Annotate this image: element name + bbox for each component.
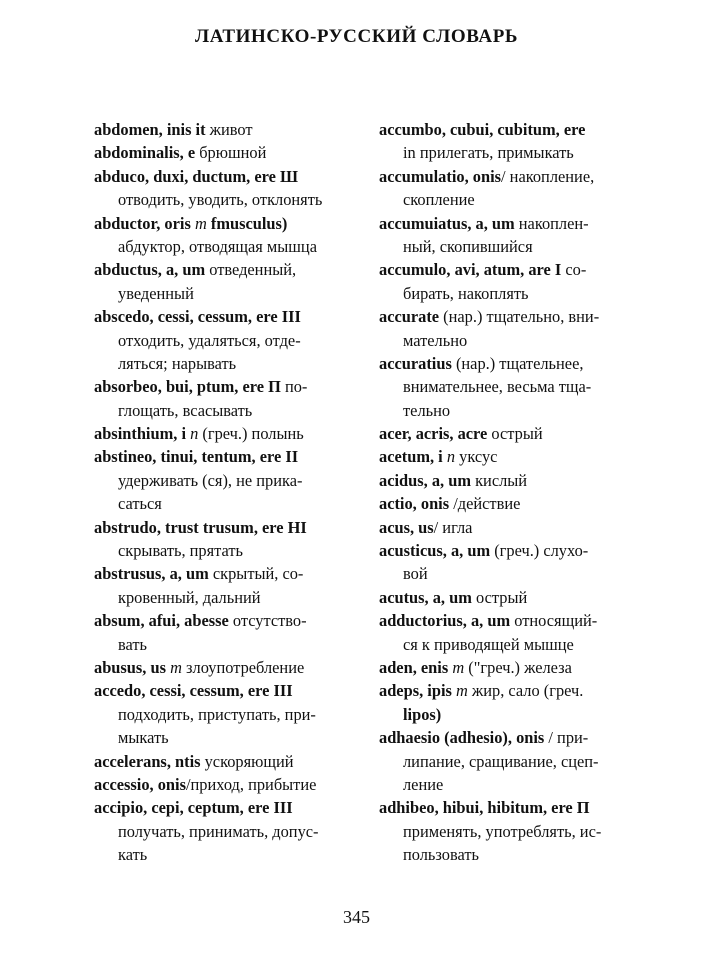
- entry-continuation-line: [94, 703, 368, 726]
- definition: липание, сращивание, сцеп-: [403, 751, 599, 771]
- entry-continuation-line: [379, 329, 637, 352]
- definition: уведенный: [118, 283, 194, 303]
- dictionary-entry: [379, 492, 637, 515]
- entry-continuation-line: [379, 750, 637, 773]
- definition: острый: [471, 587, 528, 607]
- definition: по-: [280, 377, 308, 397]
- entry-line: [94, 773, 368, 796]
- definition: /действие: [449, 494, 521, 514]
- definition: (нар.) тщательнее,: [451, 353, 584, 373]
- definition: бирать, накоплять: [403, 283, 529, 303]
- definition: брюшной: [195, 143, 267, 163]
- entry-line: [379, 656, 637, 679]
- headword: accurate: [379, 307, 440, 327]
- entry-line: [379, 165, 637, 188]
- definition: вой: [403, 564, 428, 584]
- definition: ся к приводящей мышце: [403, 634, 574, 654]
- definition: ускоряющий: [200, 751, 294, 771]
- headword: adhibeo, hibui, hibitum, ere П: [379, 798, 590, 818]
- entry-continuation-line: [379, 375, 637, 398]
- page-number: 345: [343, 907, 370, 927]
- definition: отведенный,: [205, 260, 297, 280]
- headword: actio, onis: [379, 494, 450, 514]
- entry-continuation-line: [379, 188, 637, 211]
- entry-continuation-line: [94, 399, 368, 422]
- definition: мыкать: [118, 728, 169, 748]
- gender-marker: n: [186, 424, 199, 444]
- definition: абдуктор, отводящая мышца: [118, 236, 317, 256]
- definition: мательно: [403, 330, 468, 350]
- definition: скопление: [403, 190, 475, 210]
- entry-line: [379, 469, 637, 492]
- definition: подходить, приступать, при-: [118, 704, 316, 724]
- headword: abductor, oris: [94, 213, 195, 233]
- dictionary-entry: [379, 305, 637, 352]
- definition: (греч.) слухо-: [490, 541, 589, 561]
- definition: применять, употреблять, ис-: [403, 821, 602, 841]
- entry-line: [379, 796, 637, 819]
- entry-continuation-line: [379, 843, 637, 866]
- definition: получать, принимать, допус-: [118, 821, 319, 841]
- headword: abdominalis, e: [94, 143, 196, 163]
- dictionary-entry: [94, 118, 368, 141]
- gender-marker: m: [448, 657, 465, 677]
- entry-continuation-line: [94, 726, 368, 749]
- definition: in прилегать, примыкать: [403, 143, 574, 163]
- headword: abduco, duxi, ductum, ere Ш: [94, 166, 298, 186]
- definition: /приход, прибытие: [185, 774, 317, 794]
- right-column: [379, 118, 637, 867]
- definition: острый: [487, 424, 543, 444]
- entry-continuation-line: [379, 633, 637, 656]
- dictionary-entry: [94, 750, 368, 773]
- entry-continuation-line: [94, 352, 368, 375]
- entry-line: [379, 445, 637, 468]
- headword: absorbeo, bui, ptum, ere П: [94, 377, 281, 397]
- definition: накоплен-: [514, 213, 589, 233]
- headword: accipio, cepi, ceptum, ere III: [94, 798, 293, 818]
- dictionary-entry: [379, 586, 637, 609]
- definition: относящий-: [510, 611, 598, 631]
- headword: acidus, a, um: [379, 470, 471, 490]
- headword: accumuiatus, a, um: [379, 213, 515, 233]
- dictionary-entry: [379, 118, 637, 165]
- entry-continuation-line: [94, 329, 368, 352]
- headword: acus, us: [379, 517, 434, 537]
- entry-line: [379, 212, 637, 235]
- dictionary-entry: [94, 165, 368, 212]
- entry-line: [379, 492, 637, 515]
- definition: внимательнее, весьма тща-: [403, 377, 592, 397]
- dictionary-entry: [94, 445, 368, 515]
- entry-line: [94, 562, 368, 585]
- dictionary-entry: [94, 305, 368, 375]
- headword: aden, enis: [379, 657, 449, 677]
- headword: acusticus, a, um: [379, 541, 491, 561]
- entry-continuation-line: [94, 282, 368, 305]
- dictionary-entry: [94, 141, 368, 164]
- entry-continuation-line: [379, 399, 637, 422]
- definition: удерживать (ся), не прика-: [118, 470, 303, 490]
- entry-continuation-line: [379, 703, 637, 726]
- entry-continuation-line: [379, 141, 637, 164]
- entry-line: [94, 609, 368, 632]
- headword: accessio, onis: [94, 774, 186, 794]
- headword: accumulatio, onis: [379, 166, 502, 186]
- entry-continuation-line: [94, 843, 368, 866]
- headword: accumbo, cubui, cubitum, ere: [379, 120, 586, 139]
- entry-continuation-line: [94, 820, 368, 843]
- entry-continuation-line: [94, 586, 368, 609]
- entry-line: [379, 305, 637, 328]
- dictionary-entry: [94, 422, 368, 445]
- entry-line: [379, 726, 637, 749]
- definition: отводить, уводить, отклонять: [118, 190, 323, 210]
- headword: acetum, i: [379, 447, 443, 467]
- entry-line: [94, 212, 368, 235]
- definition: жир, сало (греч.: [467, 681, 584, 701]
- dictionary-entry: [94, 609, 368, 656]
- entry-line: [379, 516, 637, 539]
- dictionary-entry: [379, 656, 637, 679]
- entry-continuation-line: [94, 188, 368, 211]
- headword-note: fmusculus): [206, 213, 288, 233]
- gender-marker: m: [451, 681, 468, 701]
- definition: со-: [561, 260, 587, 280]
- definition: живот: [205, 120, 253, 139]
- definition: (греч.) полынь: [198, 424, 304, 444]
- entry-line: [379, 586, 637, 609]
- dictionary-entry: [379, 796, 637, 866]
- entry-continuation-line: [379, 820, 637, 843]
- left-column: [94, 118, 368, 867]
- entry-line: [379, 679, 637, 702]
- dictionary-entry: [379, 609, 637, 656]
- definition: кровенный, дальний: [118, 587, 261, 607]
- dictionary-entry: [379, 212, 637, 259]
- headword: abscedo, cessi, cessum, ere III: [94, 307, 301, 327]
- definition: / накопление,: [501, 166, 595, 186]
- entry-continuation-line: [94, 235, 368, 258]
- headword: lipos): [403, 704, 442, 724]
- entry-line: [94, 165, 368, 188]
- dictionary-entry: [379, 445, 637, 468]
- dictionary-entry: [379, 679, 637, 726]
- entry-continuation-line: [94, 469, 368, 492]
- entry-line: [94, 375, 368, 398]
- entry-line: [379, 118, 637, 141]
- definition: / игла: [433, 517, 473, 537]
- definition: отсутство-: [228, 611, 307, 631]
- dictionary-entry: [379, 422, 637, 445]
- entry-line: [94, 305, 368, 328]
- headword: abstrusus, a, um: [94, 564, 209, 584]
- entry-line: [94, 656, 368, 679]
- headword: accelerans, ntis: [94, 751, 201, 771]
- headword: absinthium, i: [94, 424, 187, 444]
- dictionary-entry: [94, 375, 368, 422]
- definition: уксус: [455, 447, 498, 467]
- definition: скрывать, прятать: [118, 541, 244, 561]
- headword: accedo, cessi, cessum, ere III: [94, 681, 293, 701]
- entry-line: [94, 796, 368, 819]
- headword: abdomen, inis it: [94, 120, 206, 139]
- entry-continuation-line: [94, 633, 368, 656]
- definition: глощать, всасывать: [118, 400, 253, 420]
- headword: adductorius, a, um: [379, 611, 511, 631]
- entry-continuation-line: [379, 562, 637, 585]
- definition: (нар.) тщательно, вни-: [439, 307, 600, 327]
- dictionary-entry: [379, 726, 637, 796]
- dictionary-entry: [379, 352, 637, 422]
- dictionary-entry: [94, 258, 368, 305]
- definition: кать: [118, 845, 148, 865]
- definition: пользовать: [403, 845, 479, 865]
- entry-line: [379, 539, 637, 562]
- definition: скрытый, со-: [208, 564, 304, 584]
- definition: кислый: [471, 470, 528, 490]
- definition: вать: [118, 634, 148, 654]
- entry-continuation-line: [379, 773, 637, 796]
- dictionary-entry: [94, 796, 368, 866]
- entry-line: [379, 422, 637, 445]
- entry-line: [94, 679, 368, 702]
- entry-line: [94, 445, 368, 468]
- dictionary-entry: [94, 562, 368, 609]
- headword: accumulo, avi, atum, are I: [379, 260, 562, 280]
- headword: accuratius: [379, 353, 452, 373]
- definition: тельно: [403, 400, 451, 420]
- dictionary-entry: [94, 773, 368, 796]
- definition: злоупотребление: [181, 657, 305, 677]
- entry-line: [94, 516, 368, 539]
- headword: acer, acris, acre: [379, 424, 488, 444]
- entry-continuation-line: [94, 539, 368, 562]
- dictionary-entry: [94, 679, 368, 749]
- headword: abusus, us: [94, 657, 166, 677]
- headword: abductus, a, um: [94, 260, 206, 280]
- definition: ляться; нарывать: [118, 353, 237, 373]
- definition: / при-: [544, 728, 589, 748]
- definition: отходить, удаляться, отде-: [118, 330, 301, 350]
- page-header-title: ЛАТИНСКО-РУССКИЙ СЛОВАРЬ: [194, 26, 519, 47]
- dictionary-entry: [379, 539, 637, 586]
- gender-marker: m: [166, 657, 182, 677]
- definition: ление: [403, 774, 444, 794]
- dictionary-entry: [379, 165, 637, 212]
- entry-line: [94, 422, 368, 445]
- entry-continuation-line: [94, 492, 368, 515]
- headword: abstrudo, trust trusum, ere HI: [94, 517, 307, 537]
- definition: ный, скопившийся: [403, 236, 533, 256]
- headword: acutus, a, um: [379, 587, 472, 607]
- headword: adeps, ipis: [379, 681, 452, 701]
- entry-line: [94, 118, 368, 141]
- definition: саться: [118, 494, 162, 514]
- entry-line: [94, 141, 368, 164]
- entry-continuation-line: [379, 282, 637, 305]
- entry-line: [379, 352, 637, 375]
- headword: absum, afui, abesse: [94, 611, 229, 631]
- dictionary-entry: [379, 516, 637, 539]
- gender-marker: n: [442, 447, 456, 467]
- dictionary-entry: [379, 258, 637, 305]
- dictionary-entry: [94, 212, 368, 259]
- gender-marker: m: [194, 213, 207, 233]
- entry-line: [379, 609, 637, 632]
- entry-line: [94, 750, 368, 773]
- dictionary-entry: [94, 656, 368, 679]
- entry-line: [94, 258, 368, 281]
- entry-line: [379, 258, 637, 281]
- entry-continuation-line: [379, 235, 637, 258]
- definition: ("греч.) железа: [464, 657, 572, 677]
- dictionary-entry: [94, 516, 368, 563]
- headword: adhaesio (adhesio), onis: [379, 728, 545, 748]
- headword: abstineo, tinui, tentum, ere II: [94, 447, 299, 467]
- dictionary-entry: [379, 469, 637, 492]
